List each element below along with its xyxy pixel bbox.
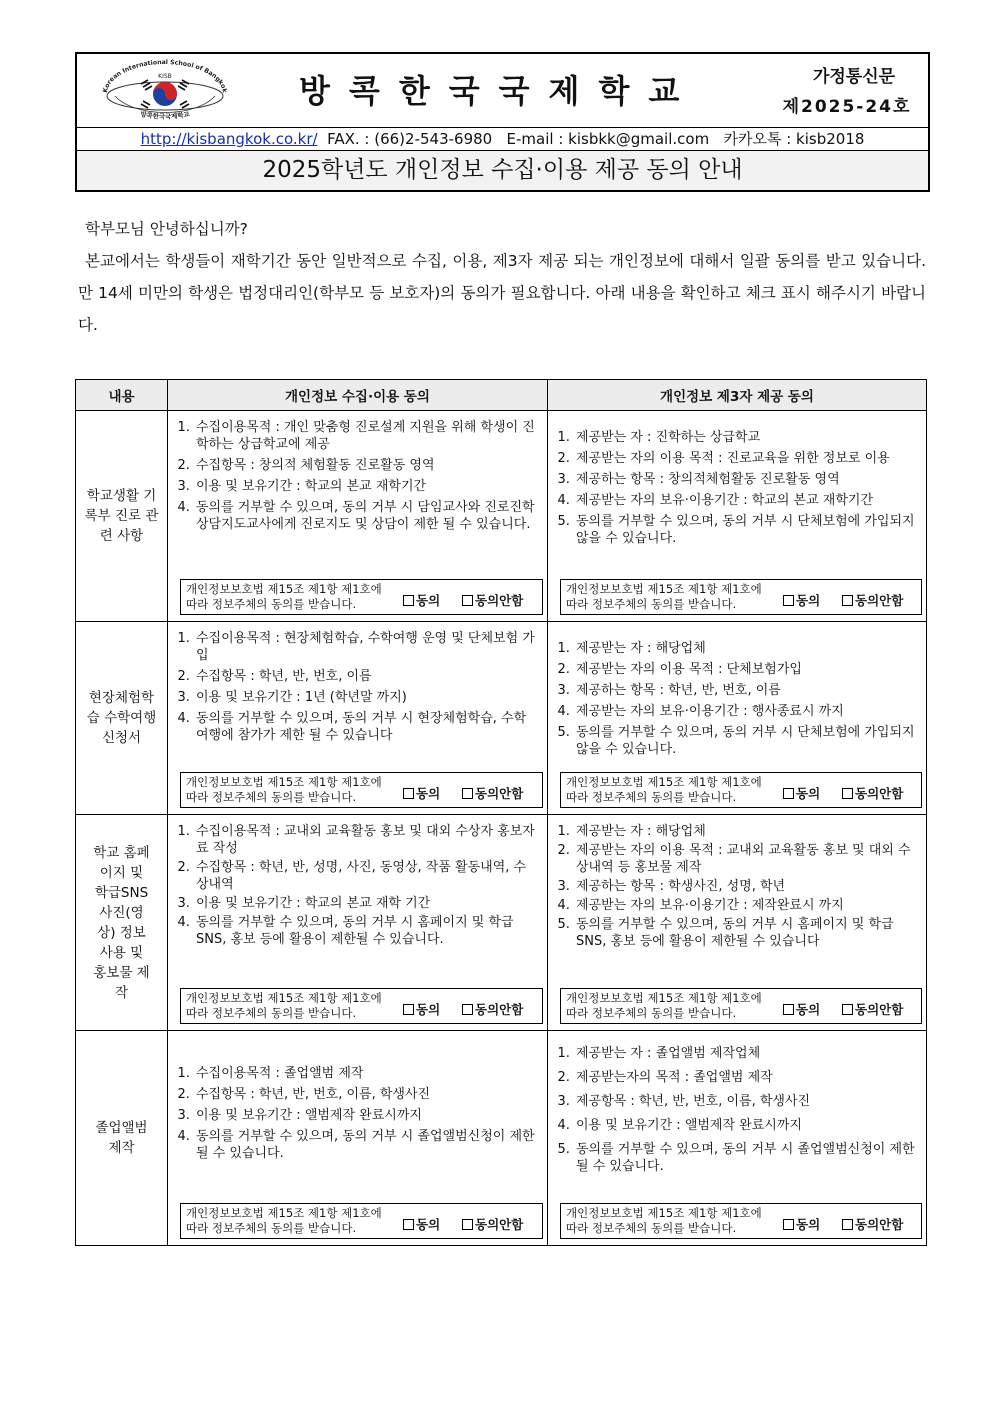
list-item: 4. 제공받는 자의 보유·이용기간 : 제작완료시 까지	[574, 897, 917, 914]
disagree-checkbox[interactable]	[842, 1215, 903, 1233]
checkbox-icon[interactable]	[842, 788, 853, 799]
agree-checkbox[interactable]	[403, 1000, 440, 1018]
disagree-checkbox[interactable]	[842, 784, 903, 802]
header-category: 내용	[76, 380, 168, 411]
disagree-checkbox[interactable]	[842, 1000, 903, 1018]
provide-list	[548, 1031, 926, 1175]
agree-checkbox[interactable]	[403, 784, 440, 802]
consent-box	[180, 579, 543, 615]
consent-box	[560, 988, 922, 1024]
list-item: 1. 제공받는 자 : 졸업앨범 제작업체	[574, 1045, 917, 1062]
logo-abbr: KISB	[158, 73, 172, 80]
list-item: 3. 제공하는 항목 : 창의적체험활동 진로활동 영역	[574, 471, 917, 488]
checkbox-icon[interactable]	[783, 1219, 794, 1230]
school-name: 방콕한국국제학교	[299, 72, 699, 110]
table-row	[76, 1031, 927, 1246]
agree-label: 동의	[416, 786, 441, 801]
letterhead	[75, 52, 930, 192]
collect-cell	[168, 815, 548, 1031]
list-item: 3. 제공하는 항목 : 학년, 반, 번호, 이름	[574, 682, 917, 699]
list-item: 4. 동의를 거부할 수 있으며, 동의 거부 시 담임교사와 진로진학상담지도교사에게 진로지도 및 상담이 제한 될 수 있습니다.	[194, 499, 538, 533]
list-item: 5. 동의를 거부할 수 있으며, 동의 거부 시 졸업앨범신청이 제한될 수 있습니다.	[574, 1141, 917, 1175]
consent-law-text: 개인정보보호법 제15조 제1항 제1호에 따라 정보주체의 동의를 받습니다.	[566, 991, 762, 1020]
list-item: 1. 제공받는 자 : 해당업체	[574, 640, 917, 657]
consent-box	[560, 772, 922, 808]
checkbox-icon[interactable]	[403, 1004, 414, 1015]
agree-checkbox[interactable]	[783, 1000, 820, 1018]
greeting: 학부모님 안녕하십니까?	[85, 220, 248, 238]
website-link[interactable]: http://kisbangkok.co.kr/	[140, 130, 318, 148]
consent-law-text: 개인정보보호법 제15조 제1항 제1호에 따라 정보주체의 동의를 받습니다.	[186, 775, 382, 804]
disagree-checkbox[interactable]	[462, 784, 523, 802]
disagree-label: 동의안함	[855, 1217, 904, 1232]
consent-law-text: 개인정보보호법 제15조 제1항 제1호에 따라 정보주체의 동의를 받습니다.	[186, 991, 382, 1020]
list-item: 4. 제공받는 자의 보유·이용기간 : 행사종료시 까지	[574, 703, 917, 720]
disagree-label: 동의안함	[855, 1002, 904, 1017]
provide-list	[548, 411, 926, 547]
checkbox-icon[interactable]	[403, 788, 414, 799]
consent-box	[560, 579, 922, 615]
list-item: 4. 동의를 거부할 수 있으며, 동의 거부 시 졸업앨범신청이 제한될 수 있습니다.	[194, 1128, 538, 1162]
contact-line	[77, 127, 928, 151]
row-category: 학교생활 기록부 진로 관련 사항	[76, 411, 168, 622]
list-item: 2. 제공받는자의 목적 : 졸업앨범 제작	[574, 1069, 917, 1086]
list-item: 1. 수집이용목적 : 개인 맞춤형 진로설계 지원을 위해 학생이 진학하는 상급학교에 제공	[194, 419, 538, 453]
checkbox-icon[interactable]	[462, 1004, 473, 1015]
fax-number: FAX. : (66)2-543-6980	[327, 130, 493, 148]
list-item: 5. 동의를 거부할 수 있으며, 동의 거부 시 단체보험에 가입되지 않을 수 있습니다.	[574, 513, 917, 547]
provide-cell	[548, 622, 927, 815]
agree-checkbox[interactable]	[403, 591, 440, 609]
list-item: 2. 제공받는 자의 이용 목적 : 단체보험가입	[574, 661, 917, 678]
consent-law-text: 개인정보보호법 제15조 제1항 제1호에 따라 정보주체의 동의를 받습니다.	[566, 582, 762, 611]
agree-checkbox[interactable]	[403, 1215, 440, 1233]
checkbox-icon[interactable]	[842, 595, 853, 606]
provide-list	[548, 815, 926, 950]
disagree-label: 동의안함	[475, 1217, 524, 1232]
list-item: 4. 이용 및 보유기간 : 앨범제작 완료시까지	[574, 1117, 917, 1134]
list-item: 5. 동의를 거부할 수 있으며, 동의 거부 시 단체보험에 가입되지 않을 수 있습니다.	[574, 724, 917, 758]
school-logo	[85, 58, 245, 124]
checkbox-icon[interactable]	[842, 1004, 853, 1015]
row-category: 현장체험학습 수학여행 신청서	[76, 622, 168, 815]
checkbox-icon[interactable]	[783, 788, 794, 799]
notice-number: 제2025-24호	[782, 97, 912, 117]
agree-label: 동의	[796, 1217, 821, 1232]
disagree-label: 동의안함	[855, 593, 904, 608]
disagree-label: 동의안함	[475, 593, 524, 608]
consent-box	[180, 1203, 543, 1239]
kakao-id: 카카오톡 : kisb2018	[723, 130, 865, 148]
table-row	[76, 411, 927, 622]
table-row	[76, 815, 927, 1031]
list-item: 2. 수집항목 : 학년, 반, 성명, 사진, 동영상, 작품 활동내역, 수상내역	[194, 859, 538, 893]
intro-text	[78, 213, 926, 341]
consent-box	[180, 988, 543, 1024]
list-item: 3. 이용 및 보유기간 : 학교의 본교 재학 기간	[194, 895, 538, 912]
list-item: 1. 수집이용목적 : 교내외 교육활동 홍보 및 대외 수상자 홍보자료 작성	[194, 823, 538, 857]
checkbox-icon[interactable]	[462, 788, 473, 799]
list-item: 1. 수집이용목적 : 현장체험학습, 수학여행 운영 및 단체보험 가입	[194, 630, 538, 664]
checkbox-icon[interactable]	[462, 1219, 473, 1230]
collect-cell	[168, 1031, 548, 1246]
agree-checkbox[interactable]	[783, 1215, 820, 1233]
disagree-checkbox[interactable]	[842, 591, 903, 609]
list-item: 3. 이용 및 보유기간 : 앨범제작 완료시까지	[194, 1107, 538, 1124]
checkbox-icon[interactable]	[783, 1004, 794, 1015]
list-item: 1. 제공받는 자 : 진학하는 상급학교	[574, 429, 917, 446]
notice-type: 가정통신문	[812, 67, 896, 87]
consent-law-text: 개인정보보호법 제15조 제1항 제1호에 따라 정보주체의 동의를 받습니다.	[186, 1206, 382, 1235]
intro-body: 본교에서는 학생들이 재학기간 동안 일반적으로 수집, 이용, 제3자 제공 되는 개인정보에 대해서 일괄 동의를 받고 있습니다. 만 14세 미만의 학생은 법정대리인(학부모 등 보호자)의 동의가 필요합니다. 아래 내용을 확인하고 체크 표시 해주시기 바랍니다.	[78, 252, 926, 334]
list-item: 2. 제공받는 자의 이용 목적 : 교내외 교육활동 홍보 및 대외 수상내역 등 홍보물 제작	[574, 842, 917, 876]
disagree-label: 동의안함	[855, 786, 904, 801]
disagree-label: 동의안함	[475, 1002, 524, 1017]
provide-list	[548, 622, 926, 758]
collect-list	[168, 1031, 547, 1162]
collect-cell	[168, 411, 548, 622]
row-category: 졸업앨범 제작	[76, 1031, 168, 1246]
agree-label: 동의	[796, 1002, 821, 1017]
table-row	[76, 622, 927, 815]
consent-box	[560, 1203, 922, 1239]
agree-label: 동의	[416, 1002, 441, 1017]
logo-text-ko: 방콕한국국제학교	[139, 110, 191, 121]
row-category: 학교 홈페이지 및 학급SNS 사진(영상) 정보사용 및 홍보물 제작	[76, 815, 168, 1031]
list-item: 3. 이용 및 보유기간 : 학교의 본교 재학기간	[194, 478, 538, 495]
list-item: 2. 수집항목 : 학년, 반, 번호, 이름, 학생사진	[194, 1086, 538, 1103]
consent-box	[180, 772, 543, 808]
checkbox-icon[interactable]	[403, 595, 414, 606]
disagree-checkbox[interactable]	[462, 591, 523, 609]
letterhead-top	[77, 54, 928, 127]
agree-checkbox[interactable]	[783, 591, 820, 609]
list-item: 2. 수집항목 : 학년, 반, 번호, 이름	[194, 668, 538, 685]
collect-list	[168, 815, 547, 948]
list-item: 3. 제공하는 항목 : 학생사진, 성명, 학년	[574, 878, 917, 895]
table-header-row	[76, 380, 927, 411]
checkbox-icon[interactable]	[842, 1219, 853, 1230]
list-item: 1. 제공받는 자 : 해당업체	[574, 823, 917, 840]
list-item: 4. 동의를 거부할 수 있으며, 동의 거부 시 홈페이지 및 학급SNS, 홍보 등에 활용이 제한될 수 있습니다.	[194, 914, 538, 948]
disagree-checkbox[interactable]	[462, 1000, 523, 1018]
document-title: 2025학년도 개인정보 수집·이용 제공 동의 안내	[77, 151, 928, 190]
agree-checkbox[interactable]	[783, 784, 820, 802]
list-item: 2. 수집항목 : 창의적 체험활동 진로활동 영역	[194, 457, 538, 474]
collect-list	[168, 411, 547, 533]
agree-label: 동의	[416, 593, 441, 608]
header-collect: 개인정보 수집·이용 동의	[168, 380, 548, 411]
list-item: 1. 수집이용목적 : 졸업앨범 제작	[194, 1065, 538, 1082]
consent-table	[75, 379, 927, 1246]
checkbox-icon[interactable]	[462, 595, 473, 606]
list-item: 3. 이용 및 보유기간 : 1년 (학년말 까지)	[194, 689, 538, 706]
list-item: 4. 제공받는 자의 보유·이용기간 : 학교의 본교 재학기간	[574, 492, 917, 509]
provide-cell	[548, 815, 927, 1031]
consent-law-text: 개인정보보호법 제15조 제1항 제1호에 따라 정보주체의 동의를 받습니다.	[186, 582, 382, 611]
email-address: E-mail : kisbkk@gmail.com	[506, 130, 710, 148]
provide-cell	[548, 1031, 927, 1246]
list-item: 2. 제공받는 자의 이용 목적 : 진로교육을 위한 정보로 이용	[574, 450, 917, 467]
collect-cell	[168, 622, 548, 815]
disagree-checkbox[interactable]	[462, 1215, 523, 1233]
agree-label: 동의	[416, 1217, 441, 1232]
list-item: 4. 동의를 거부할 수 있으며, 동의 거부 시 현장체험학습, 수학여행에 참가가 제한 될 수 있습니다	[194, 710, 538, 744]
disagree-label: 동의안함	[475, 786, 524, 801]
checkbox-icon[interactable]	[403, 1219, 414, 1230]
list-item: 5. 동의를 거부할 수 있으며, 동의 거부 시 홈페이지 및 학급SNS, 홍보 등에 활용이 제한될 수 있습니다	[574, 916, 917, 950]
consent-law-text: 개인정보보호법 제15조 제1항 제1호에 따라 정보주체의 동의를 받습니다.	[566, 1206, 762, 1235]
provide-cell	[548, 411, 927, 622]
agree-label: 동의	[796, 593, 821, 608]
logo-text-en: Korean International School of Bangkok	[101, 58, 229, 94]
header-provide: 개인정보 제3자 제공 동의	[548, 380, 927, 411]
agree-label: 동의	[796, 786, 821, 801]
checkbox-icon[interactable]	[783, 595, 794, 606]
list-item: 3. 제공항목 : 학년, 반, 번호, 이름, 학생사진	[574, 1093, 917, 1110]
collect-list	[168, 622, 547, 744]
consent-law-text: 개인정보보호법 제15조 제1항 제1호에 따라 정보주체의 동의를 받습니다.	[566, 775, 762, 804]
